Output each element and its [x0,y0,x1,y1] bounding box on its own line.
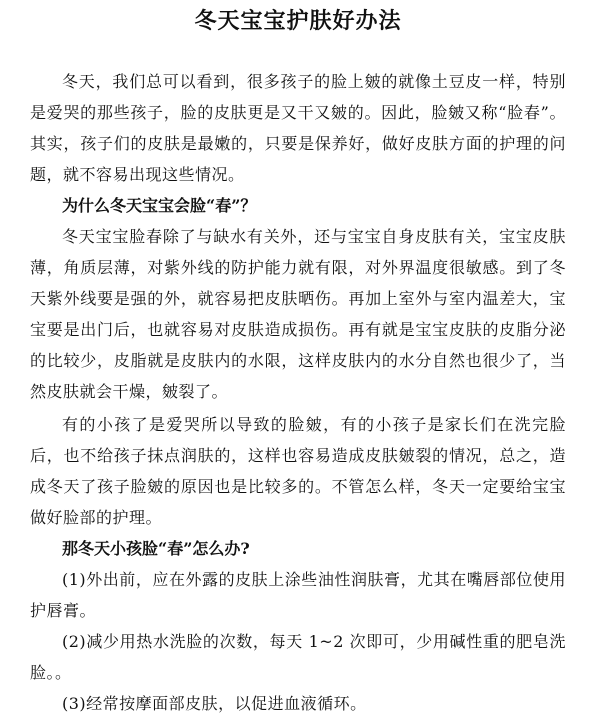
section-heading-what-to-do: 那冬天小孩脸“春”怎么办? [62,539,250,558]
document-title: 冬天宝宝护肤好办法 [194,8,402,34]
tip-item: (3)经常按摩面部皮肤，以促进血液循环。 [62,694,367,713]
section-heading-why: 为什么冬天宝宝会脸“春”？ [62,196,257,215]
tip-item: (2)减少用热水洗脸的次数，每天 1~2 次即可，少用碱性重的肥皂洗脸。。 [30,632,566,682]
section-paragraph: 有的小孩了是爱哭所以导致的脸皴，有的小孩子是家长们在洗完脸后，也不给孩子抹点润肤的，这样也容易造成皮肤皴裂的情况，总之，造成冬天了孩子脸皴的原因也是比较多的。不管怎么样，冬天一定要给宝宝做好脸部的护理。 [30,415,566,527]
section-paragraph: 冬天宝宝脸春除了与缺水有关外，还与宝宝自身皮肤有关，宝宝皮肤薄，角质层薄，对紫外线的防护能力就有限，对外界温度很敏感。到了冬天紫外线要是强的外，就容易把皮肤晒伤。再加上室外与室内温差大，宝宝要是出门后，也就容易对皮肤造成损伤。再有就是宝宝皮肤的皮脂分泌的比较少，皮脂就是皮肤内的水限，这样皮肤内的水分自然也很少了，当然皮肤就会干燥，皴裂了。 [30,227,566,401]
tip-item: (1)外出前，应在外露的皮肤上涂些油性润肤膏，尤其在嘴唇部位使用护唇膏。 [30,570,566,620]
intro-paragraph: 冬天，我们总可以看到，很多孩子的脸上皴的就像土豆皮一样，特别是爱哭的那些孩子，脸的皮肤更是又干又皴的。因此，脸皴又称“脸春”。其实，孩子们的皮肤是最嫩的，只要是保养好，做好皮肤方面的护理的问题，就不容易出现这些情况。 [30,72,566,184]
